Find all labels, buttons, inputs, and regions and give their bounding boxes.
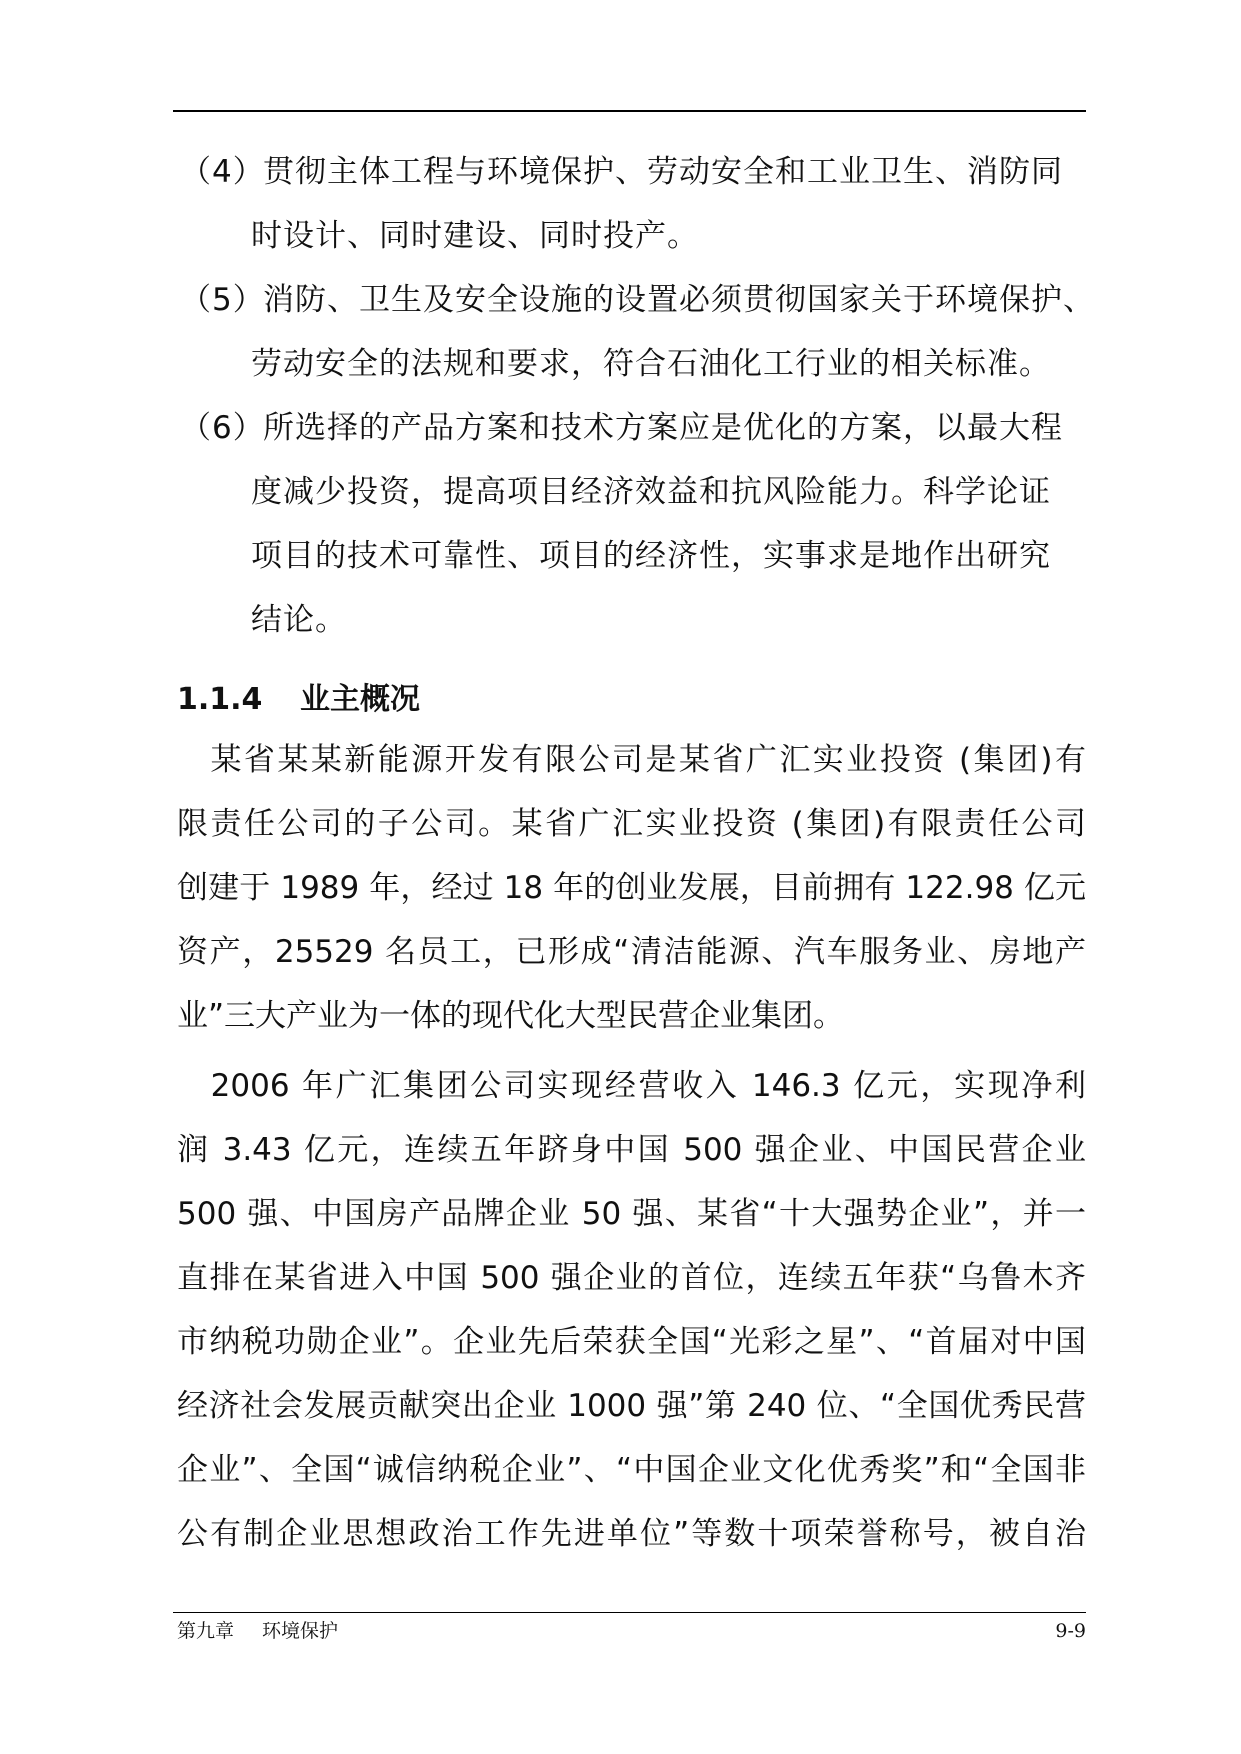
list-item-text: 所选择的产品方案和技术方案应是优化的方案，以最大程 bbox=[263, 410, 1063, 446]
paragraph-line: 经济社会发展贡献突出企业 1000 强”第 240 位、“全国优秀民营 bbox=[177, 1388, 1086, 1424]
list-item-line bbox=[173, 140, 1086, 204]
list-item-marker: （6） bbox=[180, 410, 265, 446]
paragraph-line: 直排在某省进入中国 500 强企业的首位，连续五年获“乌鲁木齐 bbox=[177, 1260, 1086, 1296]
list-item-line bbox=[173, 460, 1086, 524]
footer-chapter: 第九章 bbox=[177, 1620, 235, 1642]
list-item-line bbox=[173, 524, 1086, 588]
paragraph-line: 公有制企业思想政治工作先进单位”等数十项荣誉称号，被自治 bbox=[177, 1516, 1086, 1552]
paragraph-line: 2006 年广汇集团公司实现经营收入 146.3 亿元，实现净利 bbox=[177, 1068, 1086, 1104]
list-item-text: 贯彻主体工程与环境保护、劳动安全和工业卫生、消防同 bbox=[263, 154, 1063, 190]
list-item-line bbox=[173, 332, 1086, 396]
list-item-text: 消防、卫生及安全设施的设置必须贯彻国家关于环境保护、 bbox=[263, 282, 1095, 318]
footer-title: 环境保护 bbox=[262, 1620, 339, 1642]
list-item-text: 结论。 bbox=[251, 602, 347, 638]
paragraph-line: 限责任公司的子公司。某省广汇实业投资 (集团)有限责任公司 bbox=[177, 806, 1086, 842]
list-item-text: 度减少投资，提高项目经济效益和抗风险能力。科学论证 bbox=[251, 474, 1051, 510]
list-item-text: 劳动安全的法规和要求，符合石油化工行业的相关标准。 bbox=[251, 346, 1051, 382]
paragraph-line: 企业”、全国“诚信纳税企业”、“中国企业文化优秀奖”和“全国非 bbox=[177, 1452, 1086, 1488]
list-item-line bbox=[173, 396, 1086, 460]
page-number: 9-9 bbox=[1055, 1620, 1086, 1642]
section-title: 业主概况 bbox=[300, 682, 420, 717]
list-item-line bbox=[173, 268, 1095, 332]
footer-rule bbox=[173, 1612, 1086, 1613]
paragraph-line: 500 强、中国房产品牌企业 50 强、某省“十大强势企业”，并一 bbox=[177, 1196, 1086, 1232]
list-item-text: 时设计、同时建设、同时投产。 bbox=[251, 218, 699, 254]
list-item-line bbox=[173, 588, 1086, 652]
paragraph-line: 业”三大产业为一体的现代化大型民营企业集团。 bbox=[177, 998, 845, 1034]
list-item-marker: （5） bbox=[180, 282, 265, 318]
header-rule bbox=[173, 110, 1086, 112]
list-item-marker: （4） bbox=[180, 154, 265, 190]
paragraph-line: 资产，25529 名员工，已形成“清洁能源、汽车服务业、房地产 bbox=[177, 934, 1086, 970]
section-number: 1.1.4 bbox=[177, 682, 263, 717]
paragraph-line: 创建于 1989 年，经过 18 年的创业发展，目前拥有 122.98 亿元 bbox=[177, 870, 1086, 906]
paragraph-line: 某省某某新能源开发有限公司是某省广汇实业投资 (集团)有 bbox=[177, 742, 1086, 778]
paragraph-line: 润 3.43 亿元，连续五年跻身中国 500 强企业、中国民营企业 bbox=[177, 1132, 1086, 1168]
list-item-text: 项目的技术可靠性、项目的经济性，实事求是地作出研究 bbox=[251, 538, 1051, 574]
paragraph-line: 市纳税功勋企业”。企业先后荣获全国“光彩之星”、“首届对中国 bbox=[177, 1324, 1086, 1360]
footer-chapter-label bbox=[177, 1618, 338, 1644]
list-item-line bbox=[173, 204, 1086, 268]
